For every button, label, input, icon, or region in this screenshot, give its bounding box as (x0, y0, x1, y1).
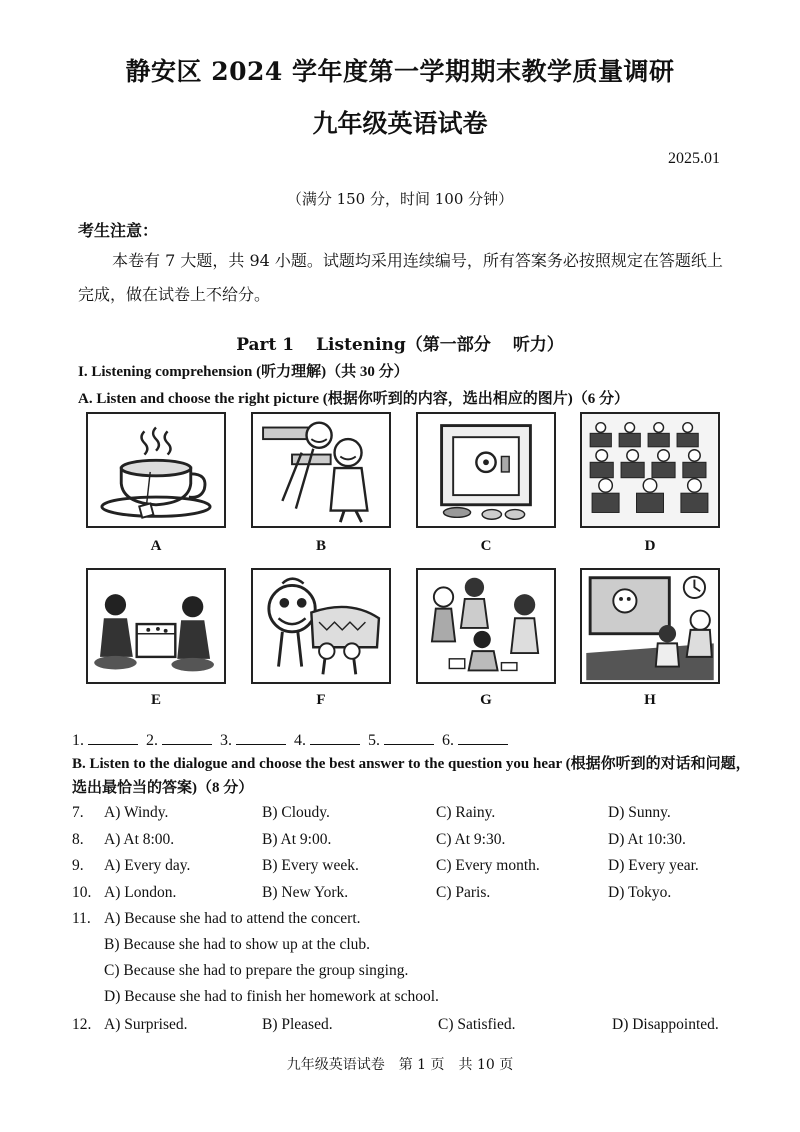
question-number: 9. (72, 857, 84, 874)
option-a: A) Surprised. (104, 1016, 188, 1033)
blank-number: 6. (442, 732, 454, 749)
question-number: 7. (72, 804, 84, 821)
answer-blank[interactable] (310, 730, 360, 745)
part1-heading (0, 330, 800, 355)
part1-name: Listening（第一部分 (316, 335, 491, 355)
blank-number: 4. (294, 732, 306, 749)
picture-label-f: F (316, 692, 326, 708)
blank-number: 2. (146, 732, 158, 749)
option-d: D) Because she had to finish her homework at school. (104, 988, 439, 1005)
blank-number: 5. (368, 732, 380, 749)
section-i-heading: I. Listening comprehension (听力理解)（共 30 分） (78, 364, 409, 380)
watching-tv-icon (580, 568, 720, 684)
teacup-icon (86, 412, 226, 528)
answer-blank[interactable] (88, 730, 138, 745)
option-a: A) Every day. (104, 857, 191, 874)
option-a: A) Windy. (104, 804, 169, 821)
question-number: 10. (72, 884, 92, 901)
picture-label-h: H (644, 692, 656, 708)
answer-blank[interactable] (162, 730, 212, 745)
kids-reading-icon (416, 568, 556, 684)
answer-blank[interactable] (236, 730, 286, 745)
section-b-heading: B. Listen to the dialogue and choose the best answer to the question you hear (根据你听到的对话和问题，选出最恰当的答案)（8 分） (72, 756, 751, 796)
option-d: D) Disappointed. (612, 1016, 719, 1033)
page-footer: 九年级英语试卷 第 1 页 共 10 页 (286, 1057, 514, 1073)
question-number: 11. (72, 910, 91, 927)
blank-number: 3. (220, 732, 232, 749)
score-time-note: （满分 150 分，时间 100 分钟） (286, 190, 514, 208)
option-d: D) Every year. (608, 857, 699, 874)
section-a-heading: A. Listen and choose the right picture (根据你听到的内容，选出相应的图片)（6 分） (78, 391, 629, 407)
lion-dance-icon (251, 568, 391, 684)
classroom-icon (580, 412, 720, 528)
chess-players-icon (86, 568, 226, 684)
option-c: C) Every month. (436, 857, 540, 874)
picture-label-c: C (480, 538, 492, 554)
part1-cn: 听力） (512, 335, 564, 355)
picture-label-g: G (480, 692, 492, 708)
option-c: C) Paris. (436, 884, 491, 901)
option-a: A) At 8:00. (104, 831, 175, 848)
notice-text: 本卷有 7 大题，共 94 小题。试题均采用连续编号，所有答案务必按照规定在答题纸上完成，做在试卷上不给分。 (78, 251, 723, 304)
exam-date: 2025.01 (668, 150, 720, 167)
notice-heading: 考生注意： (78, 221, 159, 240)
option-b: B) Every week. (262, 857, 359, 874)
exam-subtitle: 九年级英语试卷 (312, 109, 488, 138)
picture-label-e: E (150, 692, 161, 708)
question-number: 12. (72, 1016, 92, 1033)
waiter-icon (251, 412, 391, 528)
option-a: A) Because she had to attend the concert. (104, 910, 361, 927)
option-d: D) Tokyo. (608, 884, 672, 901)
option-c: C) Satisfied. (438, 1016, 516, 1033)
part1-label: Part 1 (236, 335, 295, 355)
answer-blank[interactable] (458, 730, 508, 745)
picture-label-b: B (315, 538, 326, 554)
option-b: B) New York. (262, 884, 349, 901)
answer-blank[interactable] (384, 730, 434, 745)
blank-number: 1. (72, 732, 84, 749)
question-number: 8. (72, 831, 84, 848)
option-c: C) At 9:30. (436, 831, 506, 848)
option-a: A) London. (104, 884, 177, 901)
option-b: B) Because she had to show up at the club. (104, 936, 371, 953)
exam-title: 静安区 2024 学年度第一学期期末教学质量调研 (125, 57, 675, 86)
option-d: D) Sunny. (608, 804, 671, 821)
option-b: B) At 9:00. (262, 831, 332, 848)
safe-icon (416, 412, 556, 528)
option-b: B) Cloudy. (262, 804, 330, 821)
option-c: C) Because she had to prepare the group singing. (104, 962, 409, 979)
option-b: B) Pleased. (262, 1016, 333, 1033)
picture-label-a: A (150, 538, 162, 554)
option-c: C) Rainy. (436, 804, 496, 821)
picture-label-d: D (644, 538, 656, 554)
answer-blanks (72, 730, 512, 750)
option-d: D) At 10:30. (608, 831, 686, 848)
